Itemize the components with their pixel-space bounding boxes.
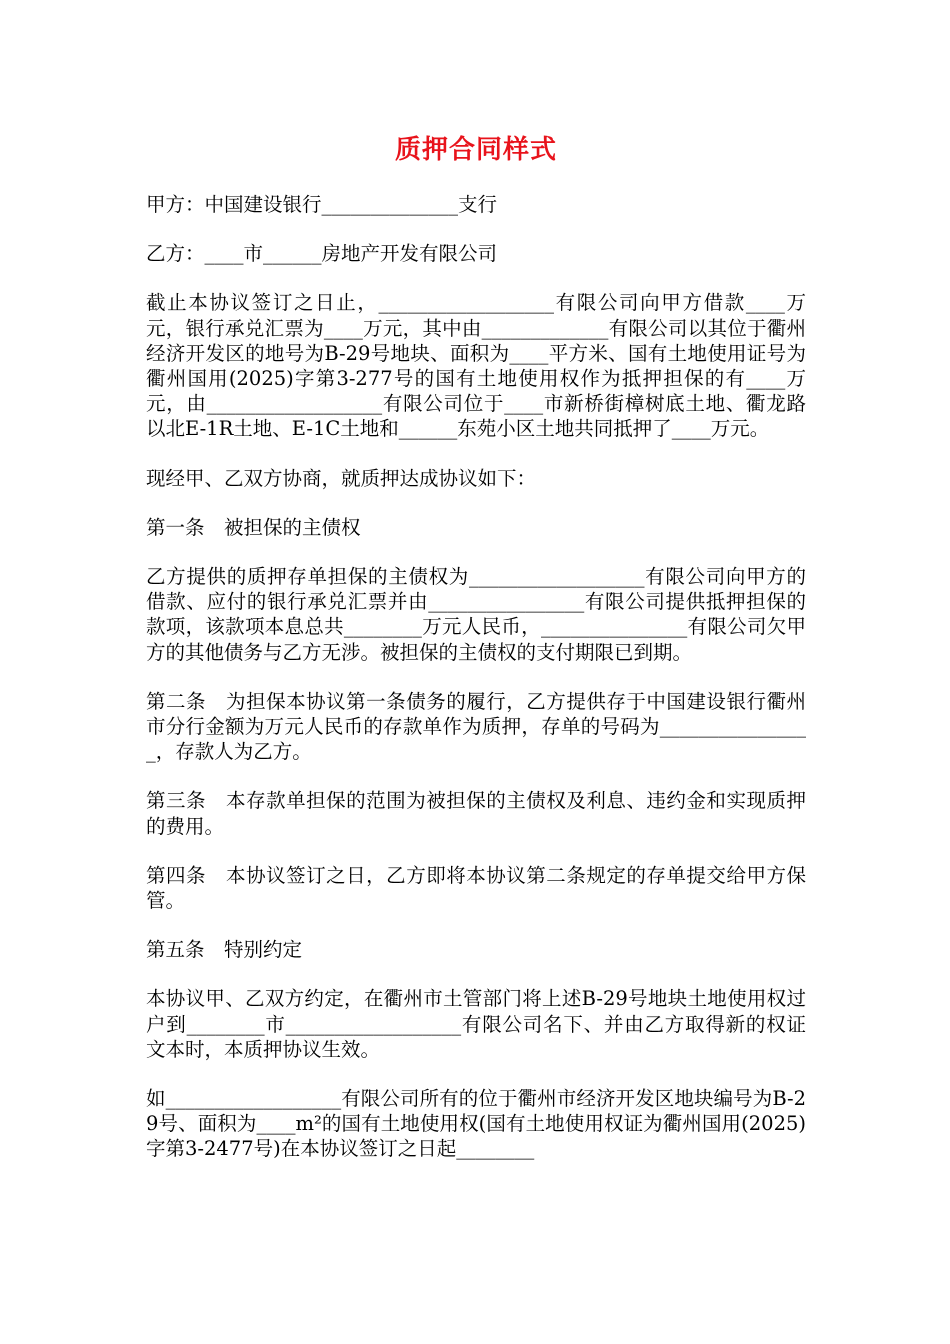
party-b-line: 乙方：____市______房地产开发有限公司 — [146, 242, 498, 266]
article-4: 第四条 本协议签订之日，乙方即将本协议第二条规定的存单提交给甲方保管。 — [146, 863, 806, 913]
special-provision-1: 本协议甲、乙双方约定，在衢州市土管部门将上述B-29号地块土地使用权过户到________市__________________有限公司名下、并由乙方取得新的权证文本时，本质押协议生效。 — [146, 987, 806, 1061]
article-2: 第二条 为担保本协议第一条债务的履行，乙方提供存于中国建设银行衢州市分行金额为万元人民币的存款单作为质押，存单的号码为________________，存款人为乙方。 — [146, 689, 806, 764]
article-3: 第三条 本存款单担保的范围为被担保的主债权及利息、违约金和实现质押的费用。 — [146, 789, 806, 838]
article-1-body: 乙方提供的质押存单担保的主债权为__________________有限公司向甲方的借款、应付的银行承兑汇票并由________________有限公司提供抵押担保的款项，该款项本息总共________万元人民币，_______________有限公司欠甲方的其他债务与乙方无涉。被担保的主债权的支付期限已到期。 — [146, 565, 806, 664]
article-5-heading: 第五条 特别约定 — [146, 938, 303, 962]
background-paragraph: 截止本协议签订之日止，__________________有限公司向甲方借款____万元，银行承兑汇票为____万元，其中由_____________有限公司以其位于衢州经济开发区的地号为B-29号地块、面积为____平方米、国有土地使用证号为衢州国用(2025)字第3-277号的国有土地使用权作为抵押担保的有____万元，由__________________有限公司位于____市新桥街樟树底土地、衢龙路以北E-1R土地、E-1C土地和______东苑小区土地共同抵押了____万元。 — [146, 291, 806, 441]
document-title: 质押合同样式 — [394, 135, 557, 165]
document-page — [146, 130, 806, 1186]
special-provision-2: 如__________________有限公司所有的位于衢州市经济开发区地块编号为B-29号、面积为____m²的国有土地使用权(国有土地使用权证为衢州国用(2025)字第3-2477号)在本协议签订之日起________ — [146, 1087, 806, 1161]
party-a-line: 甲方：中国建设银行______________支行 — [146, 193, 498, 216]
article-1-heading: 第一条 被担保的主债权 — [146, 515, 361, 539]
agreement-intro: 现经甲、乙双方协商，就质押达成协议如下： — [146, 466, 537, 490]
